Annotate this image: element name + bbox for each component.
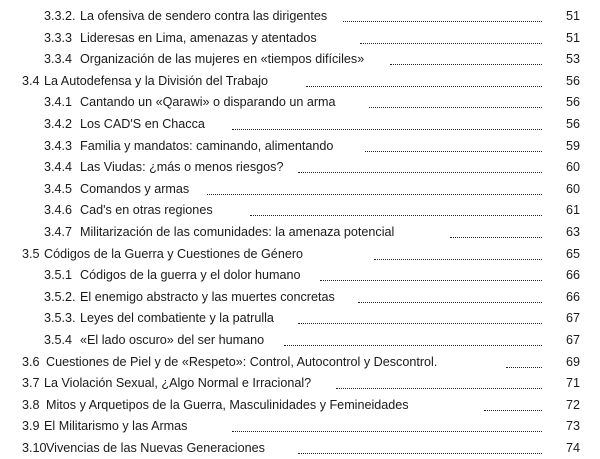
entry-title: Vivencias de las Nuevas Generaciones — [46, 440, 265, 455]
toc-entry — [0, 6, 600, 28]
entry-page: 66 — [565, 268, 580, 283]
toc-entry — [0, 438, 600, 459]
entry-page: 71 — [565, 376, 580, 391]
entry-page: 60 — [565, 181, 580, 196]
dot-leader — [232, 431, 542, 432]
dot-leader — [306, 86, 542, 87]
entry-number: 3.5.3. — [44, 311, 76, 326]
entry-number: 3.5.2. — [44, 289, 76, 304]
entry-page: 61 — [565, 203, 580, 218]
dot-leader — [298, 323, 542, 324]
dot-leader — [298, 453, 542, 454]
entry-page: 56 — [565, 116, 580, 131]
toc-entry — [0, 92, 600, 114]
entry-page: 69 — [565, 354, 580, 369]
entry-title: Códigos de la guerra y el dolor humano — [80, 268, 301, 283]
entry-title: La ofensiva de sendero contra las dirigentes — [80, 9, 328, 23]
entry-title: Comandos y armas — [80, 181, 190, 196]
dot-leader — [358, 302, 542, 303]
toc-entry — [0, 244, 600, 266]
toc-entry — [0, 157, 600, 179]
entry-number: 3.4.2 — [44, 116, 73, 131]
entry-number: 3.5.1 — [44, 268, 73, 283]
entry-number: 3.5.4 — [44, 332, 73, 347]
dot-leader — [284, 345, 542, 346]
dot-leader — [320, 280, 542, 281]
entry-number: 3.6 — [22, 354, 40, 369]
entry-number: 3.5 — [22, 246, 40, 261]
entry-page: 73 — [565, 419, 580, 434]
entry-title: Militarización de las comunidades: la amenaza potencial — [80, 224, 395, 239]
toc-entry — [0, 416, 600, 438]
entry-page: 59 — [565, 138, 580, 153]
entry-title: Mitos y Arquetipos de la Guerra, Masculinidades y Femineidades — [46, 397, 409, 412]
entry-page: 56 — [565, 95, 580, 110]
entry-title: Los CAD'S en Chacca — [80, 116, 205, 131]
entry-page: 74 — [565, 440, 580, 455]
entry-number: 3.7 — [22, 376, 40, 391]
entry-title: El enemigo abstracto y las muertes concretas — [80, 289, 335, 304]
toc-entry — [0, 308, 600, 330]
entry-number: 3.4.7 — [44, 224, 73, 239]
dot-leader — [390, 64, 542, 65]
entry-title: Códigos de la Guerra y Cuestiones de Género — [44, 246, 304, 261]
entry-page: 51 — [565, 9, 580, 23]
entry-title: Organización de las mujeres en «tiempos difíciles» — [80, 52, 365, 67]
dot-leader — [374, 259, 542, 260]
toc-entry — [0, 330, 600, 352]
toc-entry — [0, 265, 600, 287]
entry-page: 63 — [565, 224, 580, 239]
dot-leader — [250, 215, 542, 216]
entry-title: Las Viudas: ¿más o menos riesgos? — [80, 160, 284, 175]
dot-leader — [484, 410, 542, 411]
entry-page: 67 — [565, 311, 580, 326]
dot-leader — [207, 194, 542, 195]
entry-page: 67 — [565, 332, 580, 347]
toc-entry — [0, 222, 600, 244]
entry-number: 3.8 — [22, 397, 40, 412]
entry-number: 3.10 — [22, 440, 47, 455]
dot-leader — [298, 172, 542, 173]
entry-number: 3.4.4 — [44, 160, 73, 175]
entry-title: Familia y mandatos: caminando, alimentando — [80, 138, 334, 153]
entry-number: 3.3.4 — [44, 52, 73, 67]
toc-entry — [0, 373, 600, 395]
entry-page: 72 — [565, 397, 580, 412]
toc-entry — [0, 71, 600, 93]
dot-leader — [450, 237, 542, 238]
entry-page: 66 — [565, 289, 580, 304]
toc-entry — [0, 287, 600, 309]
dot-leader — [336, 388, 542, 389]
dot-leader — [232, 129, 542, 130]
entry-title: El Militarismo y las Armas — [44, 419, 188, 434]
entry-title: Cuestiones de Piel y de «Respeto»: Control, Autocontrol y Descontrol. — [46, 354, 438, 369]
entry-page: 60 — [565, 160, 580, 175]
entry-page: 53 — [565, 52, 580, 67]
entry-page: 51 — [565, 30, 580, 45]
entry-number: 3.4.1 — [44, 95, 73, 110]
entry-title: Cad's en otras regiones — [80, 203, 213, 218]
toc-entry — [0, 395, 600, 417]
entry-number: 3.3.3 — [44, 30, 73, 45]
table-of-contents — [0, 6, 600, 459]
toc-entry — [0, 49, 600, 71]
toc-entry — [0, 179, 600, 201]
entry-number: 3.4.3 — [44, 138, 73, 153]
entry-title: Lideresas en Lima, amenazas y atentados — [80, 30, 317, 45]
toc-entry — [0, 28, 600, 50]
entry-title: Cantando un «Qarawi» o disparando un arma — [80, 95, 336, 110]
entry-page: 56 — [565, 73, 580, 88]
entry-title: La Autodefensa y la División del Trabajo — [44, 73, 269, 88]
entry-title: Leyes del combatiente y la patrulla — [80, 311, 274, 326]
dot-leader — [369, 107, 542, 108]
toc-entry — [0, 114, 600, 136]
entry-number: 3.3.2. — [44, 9, 76, 23]
entry-title: «El lado oscuro» del ser humano — [80, 332, 265, 347]
entry-number: 3.4.6 — [44, 203, 73, 218]
dot-leader — [365, 151, 542, 152]
entry-number: 3.4.5 — [44, 181, 73, 196]
toc-entry — [0, 136, 600, 158]
dot-leader — [506, 367, 542, 368]
entry-number: 3.9 — [22, 419, 40, 434]
entry-page: 65 — [565, 246, 580, 261]
dot-leader — [343, 21, 542, 22]
entry-number: 3.4 — [22, 73, 40, 88]
entry-title: La Violación Sexual, ¿Algo Normal e Irracional? — [44, 376, 312, 391]
toc-entry — [0, 352, 600, 374]
dot-leader — [360, 43, 542, 44]
toc-entry — [0, 200, 600, 222]
